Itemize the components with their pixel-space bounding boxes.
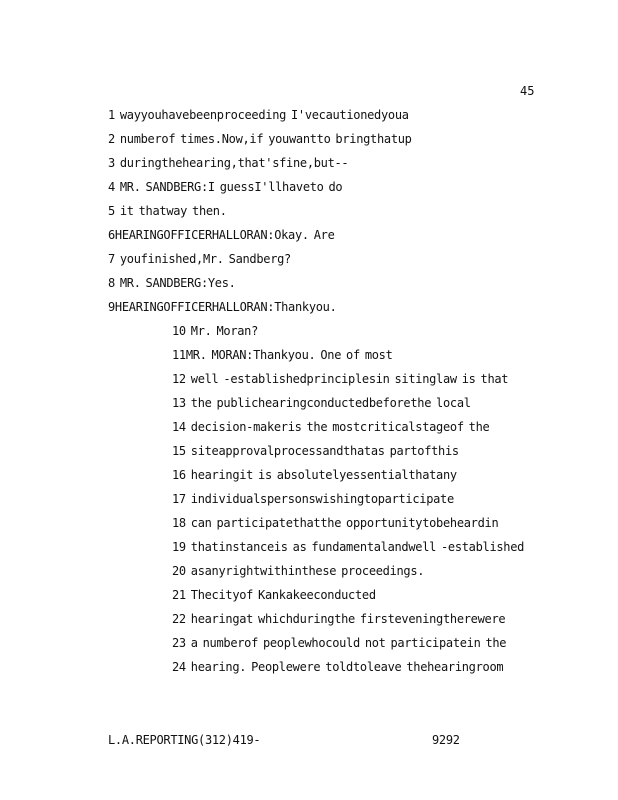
transcript-line: 21 Thecityof Kankakeeconducted: [172, 588, 376, 602]
transcript-line: 18 can participatethatthe opportunitytobeheardin: [172, 516, 499, 530]
transcript-line: 5 it thatway then.: [108, 204, 227, 218]
footer-reporter: L.A.REPORTING(312)419-: [108, 733, 261, 747]
transcript-line: 3 duringthehearing,that'sfine,but--: [108, 156, 349, 170]
transcript-line: 24 hearing. Peoplewere toldtoleave thehearingroom: [172, 660, 504, 674]
transcript-line: 7 youfinished,Mr. Sandberg?: [108, 252, 291, 266]
transcript-line: 23 a numberof peoplewhocould not participatein the: [172, 636, 507, 650]
transcript-line: 19 thatinstanceis as fundamentalandwell -established: [172, 540, 525, 554]
transcript-line: 4 MR. SANDBERG:I guessI'llhaveto do: [108, 180, 343, 194]
transcript-line: 22 hearingat whichduringthe firsteveningtherewere: [172, 612, 506, 626]
transcript-line: 12 well -establishedprinciplesin sitinglaw is that: [172, 372, 509, 386]
transcript-line: 13 the publichearingconductedbeforethe local: [172, 396, 471, 410]
transcript-line: 10 Mr. Moran?: [172, 324, 259, 338]
transcript-line: 17 individualspersonswishingtoparticipate: [172, 492, 454, 506]
transcript-line: 2 numberof times.Now,if youwantto bringthatup: [108, 132, 412, 146]
transcript-line: 15 siteapprovalprocessandthatas partofthis: [172, 444, 459, 458]
transcript-line: 16 hearingit is absolutelyessentialthatany: [172, 468, 457, 482]
transcript-line: 11MR. MORAN:Thankyou. One of most: [172, 348, 393, 362]
transcript-line: 14 decision-makeris the mostcriticalstageof the: [172, 420, 490, 434]
transcript-line: 6HEARINGOFFICERHALLORAN:Okay. Are: [108, 228, 335, 242]
page-number: 45: [520, 84, 535, 98]
transcript-line: 8 MR. SANDBERG:Yes.: [108, 276, 236, 290]
transcript-line: 1 wayyouhavebeenproceeding I'vecautionedyoua: [108, 108, 409, 122]
transcript-line: 20 asanyrightwithinthese proceedings.: [172, 564, 425, 578]
footer-phone-suffix: 9292: [432, 733, 460, 747]
transcript-line: 9HEARINGOFFICERHALLORAN:Thankyou.: [108, 300, 337, 314]
